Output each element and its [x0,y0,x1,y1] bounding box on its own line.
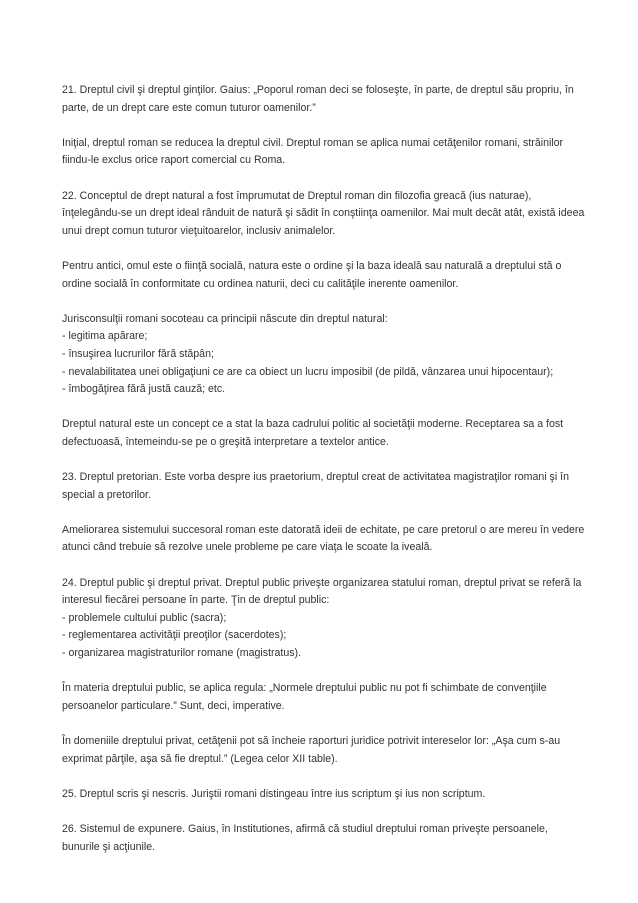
document-body [62,82,584,874]
text-line: special a pretorilor. [62,488,151,501]
text-line: persoanelor particulare.” Sunt, deci, imperative. [62,699,285,712]
text-line: 21. Dreptul civil şi dreptul ginţilor. Gaius: „Poporul roman deci se foloseşte, în parte, de dreptul său propriu, în [62,84,574,96]
text-line: 25. Dreptul scris şi nescris. Juriştii romani distingeau între ius scriptum şi ius non scriptum. [62,787,486,800]
paragraph-natural-law-principles [62,311,584,399]
list-item: - legitima apărare; [62,330,148,343]
text-line: 24. Dreptul public şi dreptul privat. Dreptul public priveşte organizarea statului roman, dreptul privat se referă la [62,576,582,589]
paragraph-public-law-rule [62,680,584,715]
text-line: Jurisconsulţii romani socoteau ca principii născute din dreptul natural: [62,312,388,325]
text-line: fiindu-le exclus orice raport comercial cu Roma. [62,154,286,167]
paragraph-ancients-social-order [62,258,584,293]
text-line: 22. Conceptul de drept natural a fost împrumutat de Dreptul roman din filozofia greacă (ius naturae), [62,189,532,202]
paragraph-26-exposition-system [62,821,584,856]
list-item: - reglementarea activităţii preoţilor (sacerdotes); [62,629,287,642]
text-line: 23. Dreptul pretorian. Este vorba despre ius praetorium, dreptul creat de activitatea magistraţilor romani şi în [62,471,569,484]
text-line: defectuoasă, întemeindu-se pe o greşită interpretare a textelor antice. [62,435,389,448]
list-item: - organizarea magistraturilor romane (magistratus). [62,647,302,659]
text-line: unui drept comun tuturor vieţuitoarelor, inclusiv animalelor. [62,224,336,237]
text-line: exprimat părţile, aşa să fie dreptul.” (Legea celor XII table). [62,752,338,765]
paragraph-natural-law-modern [62,416,584,451]
paragraph-civil-law-initial [62,135,584,170]
paragraph-private-law-rule [62,733,584,768]
list-item: - problemele cultului public (sacra); [62,611,227,624]
list-item: - îmbogăţirea fără justă cauză; etc. [62,383,226,396]
text-line: atunci când trebuie să rezolve unele probleme pe care viaţa le scoate la iveală. [62,541,433,554]
text-line: Iniţial, dreptul roman se reducea la dreptul civil. Dreptul roman se aplica numai cetăţenilor romani, străinilor [62,136,564,149]
paragraph-25-written-unwritten-law [62,786,584,804]
paragraph-succession-equity [62,522,584,557]
text-line: În materia dreptului public, se aplica regula: „Normele dreptului public nu pot fi schimbate de convenţiile [62,682,547,695]
text-line: înţelegându-se un drept ideal rânduit de natură şi sădit în conştiinţa oamenilor. Mai mult decât atât, există ideea [62,207,585,220]
text-line: parte, de un drept care este comun tuturor oamenilor.” [62,101,316,114]
paragraph-23-praetorian-law [62,469,584,504]
text-line: 26. Sistemul de expunere. Gaius, în Institutiones, afirmă că studiul dreptului roman priveşte persoanele, [62,822,548,835]
text-line: interesul fiecărei persoane în parte. Ţin de dreptul public: [62,594,330,607]
paragraph-21-civil-law [62,82,584,117]
text-line: ordine socială în conformitate cu ordinea naturii, deci cu calităţile inerente oamenilor. [62,277,459,290]
text-line: Dreptul natural este un concept ce a stat la baza cadrului politic al societăţii moderne. Receptarea sa a fost [62,418,564,431]
text-line: bunurile şi acţiunile. [62,840,156,853]
paragraph-24-public-private-law [62,575,584,663]
text-line: Pentru antici, omul este o fiinţă socială, natura este o ordine şi la baza ideală sau naturală a dreptului stă o [62,259,562,272]
paragraph-22-natural-law [62,188,584,241]
list-item: - nevalabilitatea unei obligaţiuni ce are ca obiect un lucru imposibil (de pildă, vânzarea unui hipocentaur); [62,365,554,378]
text-line: În domeniile dreptului privat, cetăţenii pot să încheie raporturi juridice potrivit intereselor lor: „Aşa cum s-au [62,734,561,747]
list-item: - însuşirea lucrurilor fără stăpân; [62,347,214,360]
text-line: Ameliorarea sistemului succesoral roman este datorată ideii de echitate, pe care pretorul o are mereu în vedere [62,523,585,536]
